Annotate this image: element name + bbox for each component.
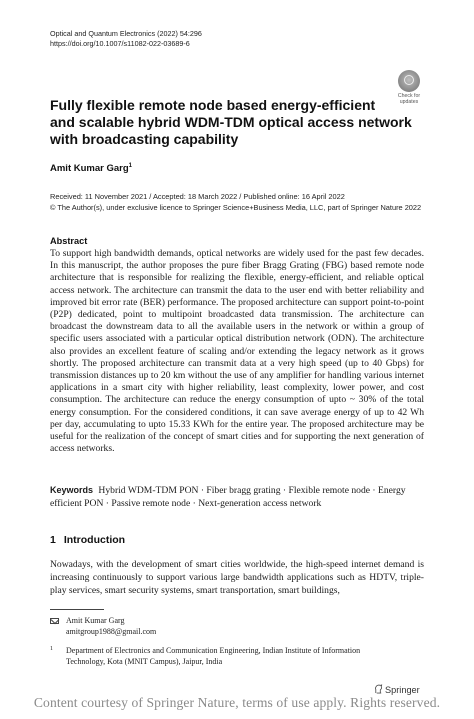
title-line-1: Fully flexible remote node based energy-efficient [50, 97, 376, 113]
footnote-divider [50, 609, 104, 610]
publisher-name: Springer [385, 685, 420, 695]
publisher-logo [374, 684, 420, 695]
section-heading-introduction [50, 534, 125, 546]
abstract-body [50, 248, 424, 455]
journal-header [50, 29, 202, 49]
keywords-text: Hybrid WDM-TDM PON · Fiber bragg grating · Flexible remote node · Energy efficient PON · Passive remote node · Next-generation access network [50, 485, 406, 509]
affiliation-line-1: Department of Electronics and Communication Engineering, Indian Institute of Information [66, 646, 361, 655]
author-affiliation-mark: 1 [128, 163, 132, 169]
introduction-body [50, 558, 424, 598]
history-dates: Received: 11 November 2021 / Accepted: 18 March 2022 / Published online: 16 April 2022 [50, 192, 345, 201]
title-line-2: and scalable hybrid WDM-TDM optical access network [50, 114, 412, 130]
correspondence-name: Amit Kumar Garg [66, 616, 125, 625]
affiliation-line-2: Technology, Kota (MNIT Campus), Jaipur, India [66, 656, 223, 666]
affiliation-number: 1 [50, 646, 53, 652]
abstract-heading: Abstract [50, 236, 88, 246]
check-for-updates-icon [398, 70, 420, 92]
journal-citation: Optical and Quantum Electronics (2022) 54:296 [50, 29, 202, 38]
copyright-line: © The Author(s), under exclusive licence to Springer Science+Business Media, LLC, part of Springer Nature 2022 [50, 202, 422, 212]
keywords [50, 484, 424, 510]
correspondence [50, 616, 156, 638]
doi-link[interactable]: https://doi.org/10.1007/s11082-022-03689-6 [50, 39, 190, 48]
abstract-text: To support high bandwidth demands, optical networks are widely used for the past few decades. In this manuscript, the author proposes the pure fiber Bragg Grating (FBG) based remote node architecture that is responsible for realizing the flexible, energy-efficient, and reliable optical access network. The architecture can transmit the data to the user end with better reliability and improved bit error rate (BER) performance. The proposed architecture can support point-to-point (P2P) dedicated, point to multipoint broadcasted data transmission. The architecture can broadcast the downstream data to all the available users in the network or within a group of specific users associated with a particular optical distribution network (ODN). The architecture also provides an excellent feature of scaling and/or extending the legacy network as it grows shortly. The proposed architecture can transmit data at a very high speed (up to 40 Gbps) for transmission distances up to 20 km without the use of any amplifier for handling various internet applications in a smart city with higher reliability, least complexity, lower power, and cost consumption. The architecture can reduce the energy consumption of upto ~ 30% of the total energy consumption. For the considered conditions, it can save average energy of up to 42 Wh per day, accumulating to upto 15.33 KWh for the entire year. The proposed architecture may be useful for the realization of the concept of smart cities and for supporting the next generation of access networks. [50, 248, 424, 455]
correspondence-email[interactable]: amitgroup1988@gmail.com [66, 626, 157, 636]
author-name: Amit Kumar Garg$^1$ [50, 163, 132, 175]
keywords-label: Keywords [50, 485, 94, 495]
section-title: Introduction [63, 534, 126, 546]
envelope-icon [50, 618, 59, 624]
section-number: 1 [50, 534, 56, 546]
article-history [50, 192, 421, 213]
badge-line-1: Check for [397, 93, 421, 99]
badge-line-2: updates [399, 99, 419, 105]
title-line-3: with broadcasting capability [50, 131, 239, 147]
affiliation [50, 646, 360, 668]
springer-horse-icon [374, 684, 383, 694]
introduction-text: Nowadays, with the development of smart cities worldwide, the high-speed internet demand is increasing continuously to support various large bandwidth applications such as HDTV, triple-play services, smart security systems, smart transportation, smart buildings, [50, 559, 424, 597]
article-title [50, 97, 412, 148]
courtesy-watermark: Content courtesy of Springer Nature, terms of use apply. Rights reserved. [33, 695, 441, 710]
